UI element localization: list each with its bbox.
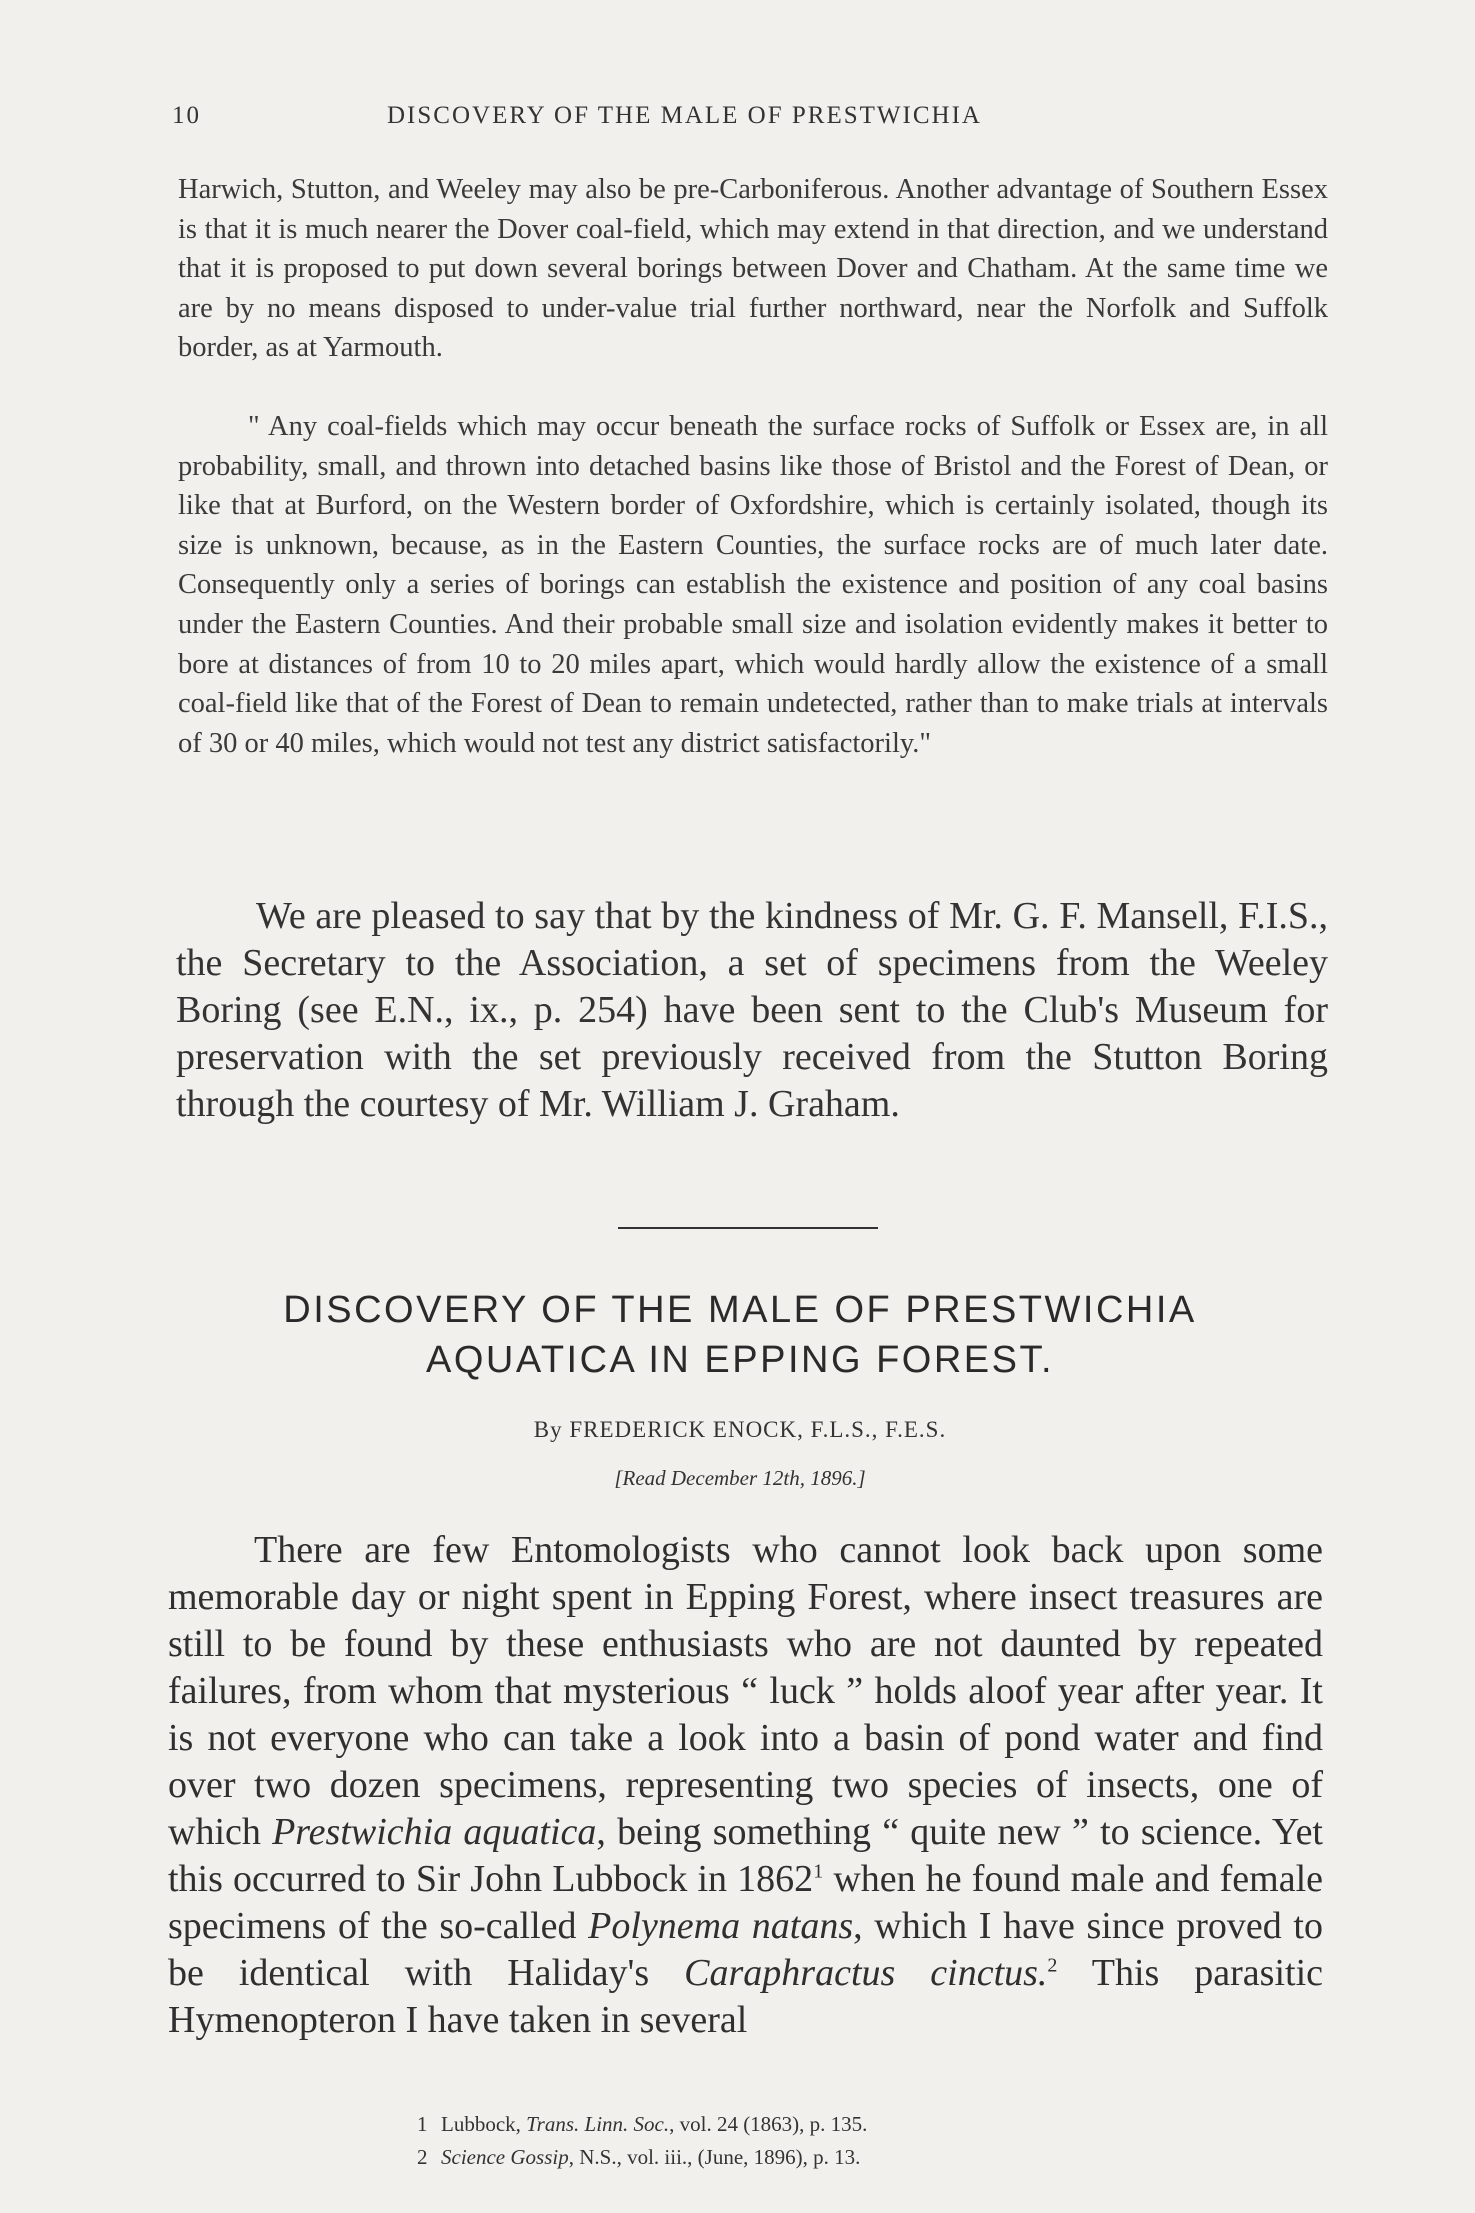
species-name: Prestwichia aquatica [272,1811,597,1853]
paragraph: " Any coal-fields which may occur beneath the surface rocks of Suffolk or Essex are, in all probability, small, and thrown into detached basins like those of Bristol and the Forest of Dean, or like that at Burford, on the Western border of Oxfordshire, which is certainly isolated, though its size is unknown, because, as in the Eastern Counties, the surface rocks are of much later date. Consequently only a series of borings can establish the existence and position of any coal basins under the Eastern Counties. And their probable small size and isolation evidently makes it better to bore at distances of from 10 to 20 miles apart, which would hardly allow the existence of a small coal-field like that of the Forest of Dean to remain undetected, rather than to make trials at intervals of 30 or 40 miles, which would not test any district satisfactorily." [178,411,1328,759]
title-line-2: AQUATICA IN EPPING FOREST. [425,1339,1055,1381]
paragraph-continuation [178,170,1328,368]
paragraph: There are few Entomologists who cannot look back upon some memorable day or night spent in Epping Forest, where insect treasures are still to be found by these enthusiasts who are not daunted by repeated failures, from whom that mysterious “ luck ” holds aloof year after year. It is not everyone who can take a look into a basin of pond water and find over two dozen specimens, representing two species of insects, one of which Prestwichia aquatica, being something “ quite new ” to science. Yet this occurred to Sir John Lubbock in 1862$^1$ when he found male and female specimens of the so-called Polynema natans, which I have since proved to be identical with Haliday's Caraphractus cinctus.$^2$ This parasitic Hymenopteron I have taken in several [168,1529,1323,2041]
read-date: [Read December 12th, 1896.] [614,1466,866,1490]
quoted-paragraph [178,407,1328,763]
section-divider [618,1227,878,1229]
closing-paragraph [176,893,1328,1128]
species-name: Caraphractus cinctus. [684,1952,1048,1994]
footnote-ref: 1 [813,1860,824,1883]
running-title: DISCOVERY OF THE MALE OF PRESTWICHIA [387,102,982,129]
paragraph: Harwich, Stutton, and Weeley may also be pre-Carboniferous. Another advantage of Southern Essex is that it is much nearer the Dover coal-field, which may extend in that direction, and we understand that it is proposed to put down several borings between Dover and Chatham. At the same time we are by no means disposed to under-value trial further northward, near the Norfolk and Suffolk border, as at Yarmouth. [178,174,1328,364]
footnotes [417,2108,1117,2174]
byline: By FREDERICK ENOCK, F.L.S., F.E.S. [533,1417,947,1442]
page-number: 10 [172,102,201,129]
footnote-ref: 2 [1047,1954,1058,1977]
article-title [150,1285,1330,1385]
footnote: 1 Lubbock, Trans. Linn. Soc., vol. 24 (1863), p. 135. [417,2112,868,2136]
article-body [168,1527,1323,2044]
species-name: Polynema natans [588,1905,854,1947]
paragraph: We are pleased to say that by the kindness of Mr. G. F. Mansell, F.I.S., the Secretary to the Association, a set of specimens from the Weeley Boring (see E.N., ix., p. 254) have been sent to the Club's Museum for preservation with the set previously received from the Stutton Boring through the courtesy of Mr. William J. Graham. [176,895,1328,1125]
title-line-1: DISCOVERY OF THE MALE OF PRESTWICHIA [283,1289,1197,1331]
footnote: 2 Science Gossip, N.S., vol. iii., (June, 1896), p. 13. [417,2145,861,2169]
